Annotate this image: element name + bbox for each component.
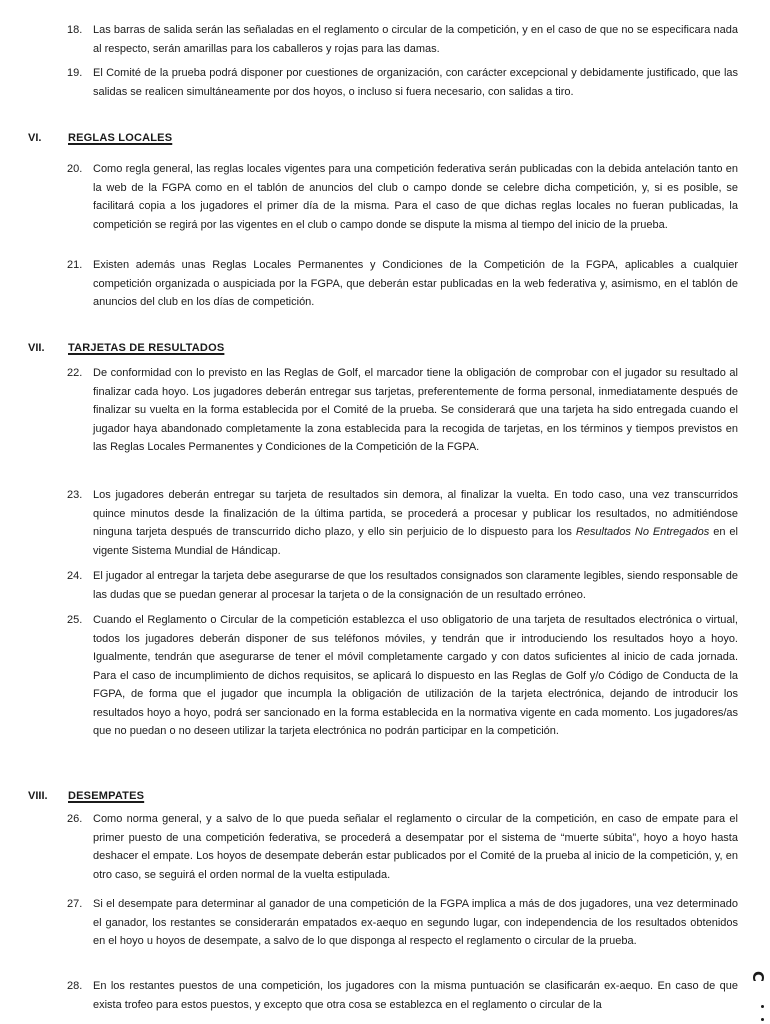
clipped-margin-glyph: C [749,970,768,983]
item-text: El Comité de la prueba podrá disponer por cuestiones de organización, con carácter excepcional y debidamente justificado, que las salidas se realicen simultáneamente por dos hoyos, o incluso si fuera necesario, con salidas a tiro. [93,67,738,98]
section-numeral: VII. [28,342,45,354]
regulation-item-28 [67,977,738,1014]
item-number: 21. [67,259,83,271]
regulation-item-26 [67,810,738,884]
item-text-italic: Resultados No Entregados [575,526,710,538]
section-title: TARJETAS DE RESULTADOS [68,342,225,354]
item-text: De conformidad con lo previsto en las Reglas de Golf, el marcador tiene la obligación de comprobar con el jugador su resultado al finalizar cada hoyo. Los jugadores deberán entregar sus tarjetas, preferentemente de forma personal, inmediatamente después de finalizar su vuelta en la forma establecida por el Comité de la prueba. Se considerará que una tarjeta ha sido entregada cuando el jugador haya abandonado completamente la zona establecida para la recogida de tarjetas, en los términos y tiempos previstos en las Reglas Locales Permanentes y Condiciones de la Competición de la FGPA. [93,367,738,453]
item-text-segment: Los jugadores deberán entregar su tarjeta de resultados sin demora, al finalizar la vuelta. En todo caso, una vez transcurridos quince minutos desde la finalización de la última partida, se procederá a procesar y publicar los resultados, no admitiéndose ninguna tarjeta después de transcurrido dicho plazo, y ello sin perjuicio de lo dispuesto para los [93,489,738,538]
item-text-segment: en el vigente Sistema Mundial de Hándicap. [93,526,738,557]
item-text: Como norma general, y a salvo de lo que pueda señalar el reglamento o circular de la competición, en caso de empate para el primer puesto de una competición federativa, se procederá a desempatar por el sistema de “muerte súbita”, hoyo a hoyo hasta deshacer el empate. Los hoyos de desempate deberán estar publicados por el Comité de la prueba al inicio de la competición, y, en otro caso, se seguirá el orden normal de la vuelta estipulada. [93,813,738,881]
section-heading-vii [28,339,224,358]
regulation-item-24 [67,567,738,604]
item-text: Como regla general, las reglas locales vigentes para una competición federativa serán publicadas con la debida antelación tanto en la web de la FGPA como en el tablón de anuncios del club o campo donde se celebre dicha competición, y, si es posible, se facilitará copia a los jugadores el primer día de la misma. Para el caso de que dichas reglas locales no fueran publicadas, la competición se regirá por las vigentes en el club o campo donde se dispute la misma al tiempo del inicio de la prueba. [93,163,738,231]
item-number: 20. [67,163,83,175]
item-text: Las barras de salida serán las señaladas en el reglamento o circular de la competición, y en el caso de que no se especificara nada al respecto, serán amarillas para los caballeros y rojas para las damas. [93,24,738,55]
item-number: 28. [67,980,83,992]
section-heading-viii [28,787,144,806]
section-title: REGLAS LOCALES [68,132,173,144]
item-text: En los restantes puestos de una competición, los jugadores con la misma puntuación se clasificarán ex-aequo. En caso de que exista trofeo para estos puestos, y excepto que otra cosa se establezca en el reglamento o circular de la [93,980,738,1011]
clipped-margin-dot [761,1018,764,1021]
section-title: DESEMPATES [68,790,145,802]
clipped-margin-dot [761,1005,764,1008]
section-numeral: VI. [28,132,42,144]
regulation-item-22 [67,364,738,457]
item-number: 24. [67,570,83,582]
item-text: Existen además unas Reglas Locales Permanentes y Condiciones de la Competición de la FGPA, aplicables a cualquier competición organizada o auspiciada por la FGPA, que deberán estar publicadas en la web federativa y, asimismo, en el tablón de anuncios del club en los días de competición. [93,259,738,308]
item-text: Cuando el Reglamento o Circular de la competición establezca el uso obligatorio de una tarjeta de resultados electrónica o virtual, todos los jugadores deberán disponer de sus teléfonos móviles, y tendrán que ir introduciendo los resultados hoyo a hoyo. Igualmente, tendrán que asegurarse de tener el móvil completamente cargado y con datos suficientes al inicio de cada jornada. Para el caso de incumplimiento de dichos requisitos, se aplicará lo dispuesto en las Reglas de Golf y/o Código de Conducta de la FGPA, de forma que el jugador que incumpla la obligación de utilización de la tarjeta electrónica, dejando de introducir los resultados hoyo a hoyo, podrá ser sancionado en la forma establecida en la normativa vigente en cada momento. Los jugadores/as que no puedan o no deseen utilizar la tarjeta electrónica no podrán participar en la competición. [93,614,738,737]
section-heading-vi [28,129,172,148]
item-number: 26. [67,813,83,825]
item-text: Si el desempate para determinar al ganador de una competición de la FGPA implica a más de dos jugadores, una vez determinado el ganador, los restantes se considerarán empatados ex-aequo en segundo lugar, con independencia de los resultados obtenidos en el hoyo u hoyos de desempate, a salvo de lo que disponga al respecto el reglamento o circular de la prueba. [93,898,738,947]
regulation-item-21 [67,256,738,312]
item-number: 23. [67,489,83,501]
regulation-item-25 [67,611,738,741]
regulation-item-23 [67,486,738,560]
item-number: 22. [67,367,83,379]
item-number: 18. [67,24,83,36]
regulation-item-20 [67,160,738,234]
item-text [93,489,738,557]
regulation-item-19 [67,64,738,101]
item-number: 27. [67,898,83,910]
regulation-item-18 [67,21,738,58]
section-numeral: VIII. [28,790,48,802]
item-number: 25. [67,614,83,626]
item-text: El jugador al entregar la tarjeta debe asegurarse de que los resultados consignados son claramente legibles, siendo responsable de las dudas que se puedan generar al procesar la tarjeta o de la consignación de un resultado erróneo. [93,570,738,601]
regulation-item-27 [67,895,738,951]
item-number: 19. [67,67,83,79]
